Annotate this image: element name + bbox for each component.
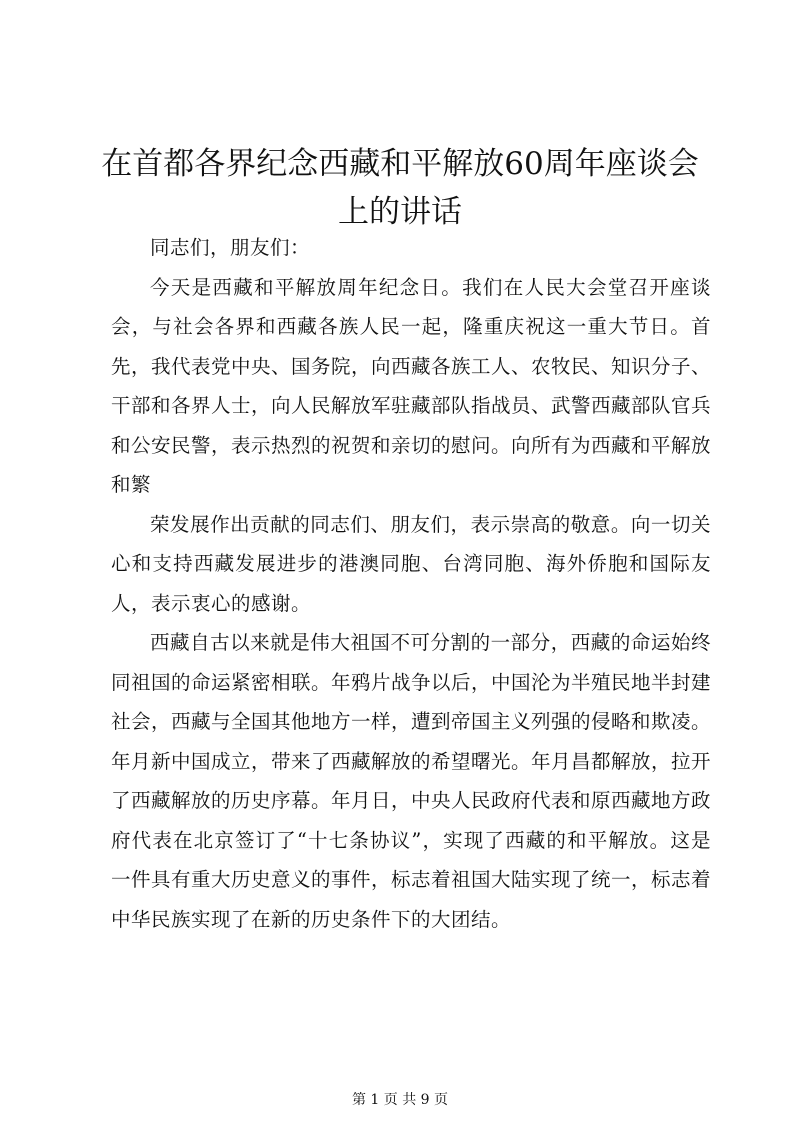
salutation-paragraph: 同志们，朋友们： [150,236,311,259]
body-paragraph: 西藏自古以来就是伟大祖国不可分割的一部分，西藏的命运始终同祖国的命运紧密相联。年鸦片战争以后，中国沦为半殖民地半封建社会，西藏与全国其他地方一样，遭到帝国主义列强的侵略和欺凌。年月新中国成立，带来了西藏解放的希望曙光。年月昌都解放，拉开了西藏解放的历史序幕。年月日，中央人民政府代表和原西藏地方政府代表在北京签订了“十七条协议”，实现了西藏的和平解放。这是一件具有重大历史意义的事件，标志着祖国大陆实现了统一，标志着中华民族实现了在新的历史条件下的大团结。 [111,631,712,931]
body-paragraph: 今天是西藏和平解放周年纪念日。我们在人民大会堂召开座谈会，与社会各界和西藏各族人民一起，隆重庆祝这一重大节日。首先，我代表党中央、国务院，向西藏各族工人、农牧民、知识分子、干部和各界人士，向人民解放军驻藏部队指战员、武警西藏部队官兵和公安民警，表示热烈的祝贺和亲切的慰问。向所有为西藏和平解放和繁 [111,275,712,496]
page-title: 在首都各界纪念西藏和平解放60周年座谈会上的讲话 [101,146,699,230]
document-body [111,228,711,939]
page-footer: 第 1 页 共 9 页 [351,1092,449,1108]
body-paragraph: 荣发展作出贡献的同志们、朋友们，表示崇高的敬意。向一切关心和支持西藏发展进步的港澳同胞、台湾同胞、海外侨胞和国际友人，表示衷心的感谢。 [111,512,711,615]
